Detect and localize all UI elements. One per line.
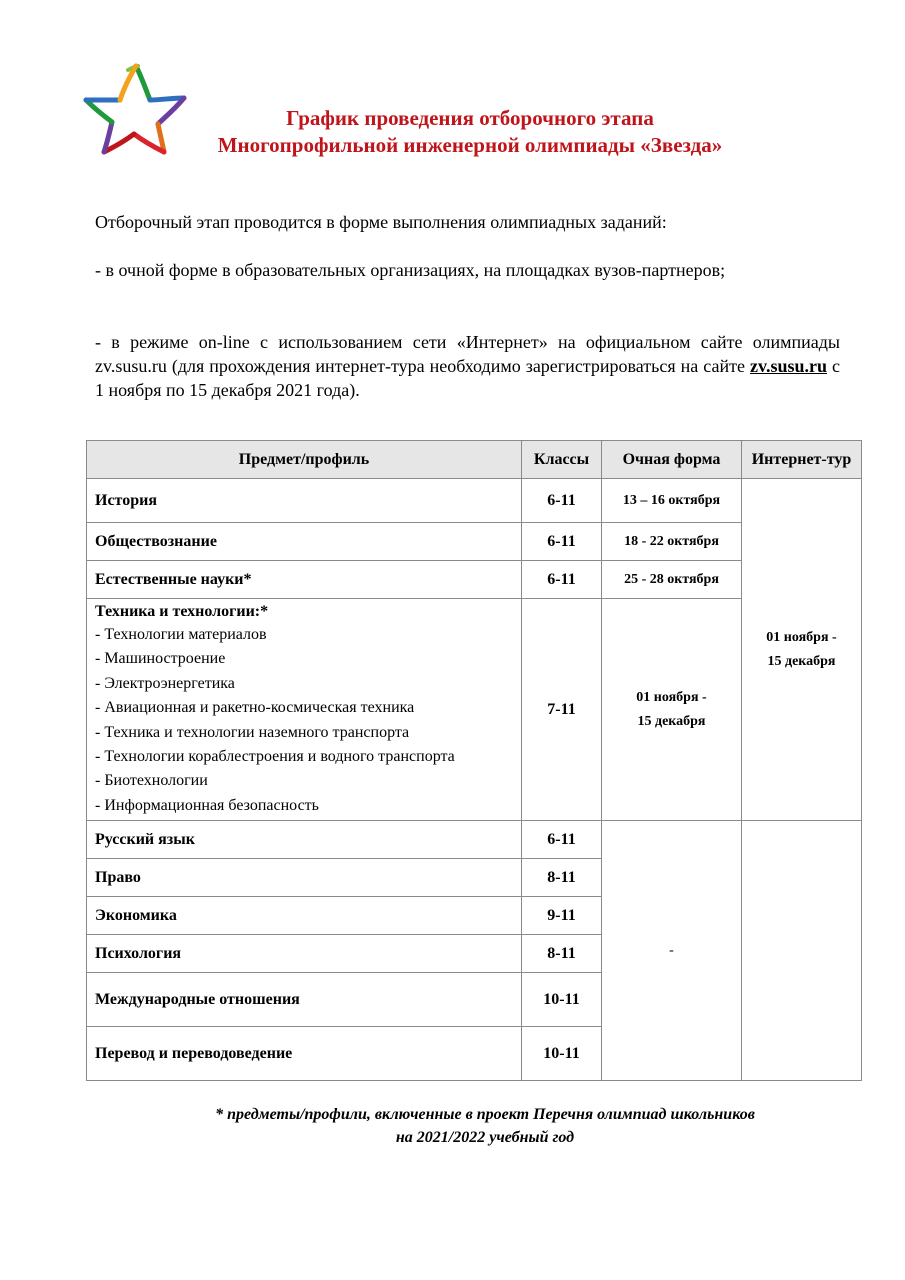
ochnaya-cell: 13 – 16 октября bbox=[602, 479, 742, 523]
header-ochnaya: Очная форма bbox=[602, 441, 742, 479]
subject-cell: Русский язык bbox=[87, 821, 522, 859]
internet-line-2: 15 декабря bbox=[767, 653, 836, 669]
ochnaya-cell: 25 - 28 октября bbox=[602, 561, 742, 599]
table-header-row bbox=[87, 441, 862, 479]
footnote-line-1: * предметы/профили, включенные в проект Перечня олимпиад школьников bbox=[215, 1106, 755, 1123]
ochnaya-cell: 18 - 22 октября bbox=[602, 523, 742, 561]
subject-cell: История bbox=[87, 479, 522, 523]
table-row bbox=[87, 479, 862, 523]
subject-subitem: - Электроэнергетика bbox=[95, 674, 235, 692]
intro-paragraph-2: - в очной форме в образовательных организациях, на площадках вузов-партнеров; bbox=[95, 260, 726, 280]
classes-cell: 9-11 bbox=[522, 897, 602, 935]
site-link[interactable]: zv.susu.ru bbox=[749, 356, 827, 376]
intro-paragraph-1: Отборочный этап проводится в форме выполнения олимпиадных заданий: bbox=[95, 212, 667, 232]
p3-text-after: с 1 ноября по 15 декабря 2021 года). bbox=[95, 356, 840, 400]
subject-subitem: - Биотехнологии bbox=[95, 772, 208, 790]
footnote bbox=[100, 1103, 870, 1149]
page-title bbox=[150, 105, 790, 159]
subject-heading: Техника и технологии:* bbox=[95, 603, 269, 620]
classes-cell: 10-11 bbox=[522, 1027, 602, 1081]
classes-cell: 6-11 bbox=[522, 821, 602, 859]
classes-cell: 8-11 bbox=[522, 935, 602, 973]
classes-cell: 6-11 bbox=[522, 561, 602, 599]
classes-cell: 6-11 bbox=[522, 479, 602, 523]
subject-subitem: - Технологии кораблестроения и водного транспорта bbox=[95, 748, 455, 766]
subject-subitem: - Техника и технологии наземного транспорта bbox=[95, 723, 410, 741]
schedule-table bbox=[86, 440, 862, 1081]
header-subject: Предмет/профиль bbox=[87, 441, 522, 479]
subject-cell: Естественные науки* bbox=[87, 561, 522, 599]
classes-cell: 10-11 bbox=[522, 973, 602, 1027]
subject-cell: Обществознание bbox=[87, 523, 522, 561]
title-line-1: График проведения отборочного этапа bbox=[286, 106, 654, 130]
header-classes: Классы bbox=[522, 441, 602, 479]
subject-cell bbox=[87, 599, 522, 821]
classes-cell: 7-11 bbox=[522, 599, 602, 821]
table-row bbox=[87, 821, 862, 859]
internet-continued-cell bbox=[742, 821, 862, 1081]
subject-subitem: - Авиационная и ракетно-космическая техника bbox=[95, 699, 415, 717]
title-line-2: Многопрофильной инженерной олимпиады «Звезда» bbox=[217, 133, 723, 157]
classes-cell: 8-11 bbox=[522, 859, 602, 897]
p3-text-before: - в режиме on-line с использованием сети «Интернет» на официальном сайте олимпиады zv.susu.ru (для прохождения интернет-тура необходимо зарегистрироваться на сайте bbox=[95, 332, 840, 376]
subject-cell: Право bbox=[87, 859, 522, 897]
ochnaya-line-1: 01 ноября - bbox=[636, 689, 707, 705]
subject-subitem: - Машиностроение bbox=[95, 650, 226, 668]
ochnaya-line-2: 15 декабря bbox=[637, 713, 706, 729]
ochnaya-merged-cell: - bbox=[602, 821, 742, 1081]
subject-cell: Психология bbox=[87, 935, 522, 973]
subject-cell: Экономика bbox=[87, 897, 522, 935]
subject-cell: Международные отношения bbox=[87, 973, 522, 1027]
subject-cell: Перевод и переводоведение bbox=[87, 1027, 522, 1081]
header-internet: Интернет-тур bbox=[742, 441, 862, 479]
subject-subitem: - Технологии материалов bbox=[95, 626, 267, 643]
internet-tour-cell bbox=[742, 479, 862, 821]
classes-cell: 6-11 bbox=[522, 523, 602, 561]
footnote-line-2: на 2021/2022 учебный год bbox=[395, 1129, 575, 1146]
internet-line-1: 01 ноября - bbox=[766, 629, 837, 645]
subject-subitem: - Информационная безопасность bbox=[95, 796, 319, 814]
intro-paragraph-3 bbox=[95, 330, 840, 402]
ochnaya-cell bbox=[602, 599, 742, 821]
